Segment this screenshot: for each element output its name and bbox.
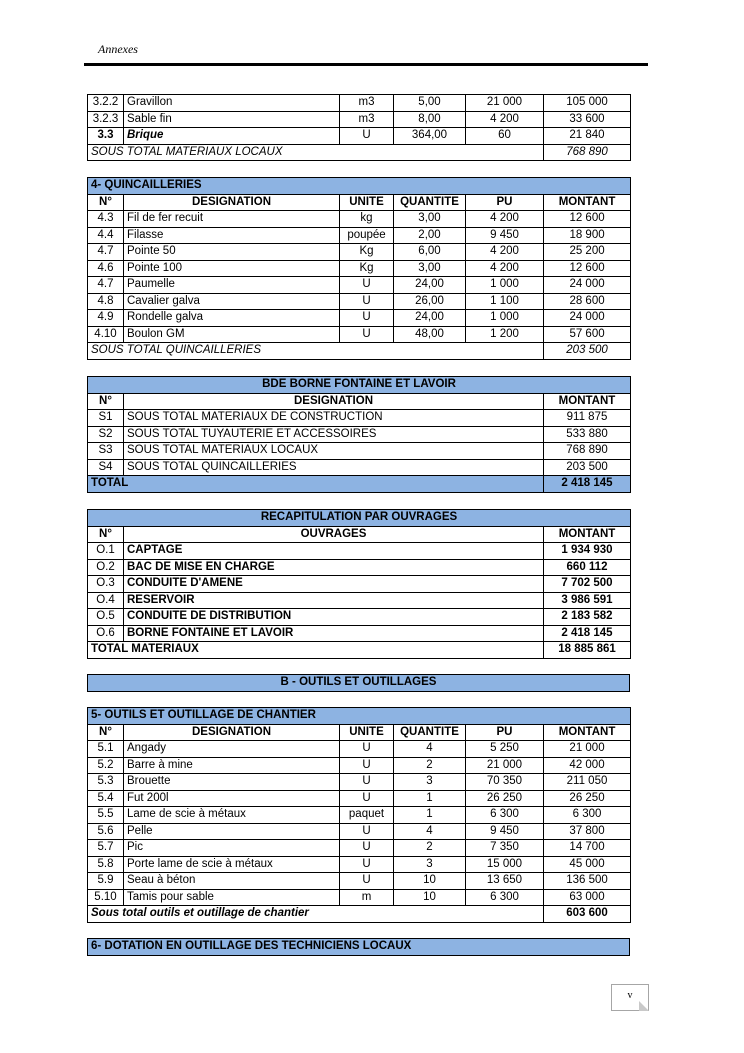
cell-designation: Boulon GM	[124, 326, 340, 343]
table-row	[88, 227, 631, 244]
cell-unit: m	[340, 889, 394, 906]
cell-unit-price: 21 000	[466, 95, 544, 112]
cell-designation: CONDUITE DE DISTRIBUTION	[124, 609, 544, 626]
outils-title: B - OUTILS ET OUTILLAGES	[88, 675, 630, 692]
cell-unit-price: 1 200	[466, 326, 544, 343]
cell-unit-price: 7 350	[466, 840, 544, 857]
column-header: DESIGNATION	[124, 393, 544, 410]
table-row	[88, 625, 631, 642]
cell-quantity: 3,00	[394, 260, 466, 277]
cell-amount: 7 702 500	[544, 576, 631, 593]
cell-amount: 25 200	[544, 244, 631, 261]
cell-quantity: 4	[394, 741, 466, 758]
cell-unit: Kg	[340, 260, 394, 277]
cell-unit: U	[340, 310, 394, 327]
cell-amount: 768 890	[544, 443, 631, 460]
cell-unit: poupée	[340, 227, 394, 244]
cell-unit: U	[340, 277, 394, 294]
cell-unit: paquet	[340, 807, 394, 824]
cell-number: 5.10	[88, 889, 124, 906]
cell-unit: m3	[340, 111, 394, 128]
cell-unit-price: 6 300	[466, 807, 544, 824]
section-title-row	[88, 510, 631, 527]
cell-number: 5.6	[88, 823, 124, 840]
cell-quantity: 3	[394, 774, 466, 791]
cell-number: 5.2	[88, 757, 124, 774]
column-header: QUANTITE	[394, 724, 466, 741]
cell-quantity: 26,00	[394, 293, 466, 310]
subtotal-value: 603 600	[544, 906, 631, 923]
column-header: OUVRAGES	[124, 526, 544, 543]
cell-unit-price: 15 000	[466, 856, 544, 873]
cell-number: S1	[88, 410, 124, 427]
cell-designation: CAPTAGE	[124, 543, 544, 560]
cell-unit: U	[340, 293, 394, 310]
subtotal-label: SOUS TOTAL MATERIAUX LOCAUX	[88, 144, 544, 161]
table-row	[88, 823, 631, 840]
cell-unit: U	[340, 790, 394, 807]
cell-number: O.6	[88, 625, 124, 642]
cell-amount: 57 600	[544, 326, 631, 343]
cell-designation: Fut 200l	[124, 790, 340, 807]
section-title: RECAPITULATION PAR OUVRAGES	[88, 510, 631, 527]
section-title-row	[88, 178, 631, 195]
cell-unit-price: 1 100	[466, 293, 544, 310]
cell-designation: Tamis pour sable	[124, 889, 340, 906]
cell-amount: 21 840	[544, 128, 631, 145]
cell-number: 3.2.2	[88, 95, 124, 112]
cell-unit: U	[340, 741, 394, 758]
column-header: MONTANT	[544, 194, 631, 211]
section-title: BDE BORNE FONTAINE ET LAVOIR	[88, 377, 631, 394]
cell-amount: 533 880	[544, 426, 631, 443]
cell-amount: 28 600	[544, 293, 631, 310]
cell-amount: 21 000	[544, 741, 631, 758]
table-row	[88, 757, 631, 774]
header-row	[88, 526, 631, 543]
cell-unit: U	[340, 856, 394, 873]
cell-unit-price: 5 250	[466, 741, 544, 758]
cell-designation: Sable fin	[124, 111, 340, 128]
cell-unit: U	[340, 128, 394, 145]
section-title: 4- QUINCAILLERIES	[88, 178, 631, 195]
column-header: N°	[88, 393, 124, 410]
cell-designation: BAC DE MISE EN CHARGE	[124, 559, 544, 576]
cell-designation: Lame de scie à métaux	[124, 807, 340, 824]
table-row	[88, 856, 631, 873]
cell-unit-price: 1 000	[466, 310, 544, 327]
table-row	[88, 260, 631, 277]
techniciens-section-title	[87, 938, 630, 956]
cell-number: 3.3	[88, 128, 124, 145]
table-row	[88, 426, 631, 443]
cell-designation: Cavalier galva	[124, 293, 340, 310]
table-row	[88, 128, 631, 145]
cell-amount: 105 000	[544, 95, 631, 112]
quincailleries-table	[87, 177, 631, 360]
column-header: PU	[466, 194, 544, 211]
cell-quantity: 24,00	[394, 310, 466, 327]
cell-amount: 911 875	[544, 410, 631, 427]
cell-quantity: 2	[394, 840, 466, 857]
cell-quantity: 5,00	[394, 95, 466, 112]
cell-amount: 136 500	[544, 873, 631, 890]
header-row	[88, 194, 631, 211]
cell-quantity: 3,00	[394, 211, 466, 228]
cell-unit: U	[340, 774, 394, 791]
cell-quantity: 10	[394, 889, 466, 906]
cell-designation: Angady	[124, 741, 340, 758]
cell-number: S3	[88, 443, 124, 460]
cell-unit-price: 1 000	[466, 277, 544, 294]
table-row	[88, 111, 631, 128]
column-header: MONTANT	[544, 724, 631, 741]
column-header: MONTANT	[544, 393, 631, 410]
cell-unit-price: 6 300	[466, 889, 544, 906]
cell-amount: 42 000	[544, 757, 631, 774]
cell-amount: 211 050	[544, 774, 631, 791]
total-value: 18 885 861	[544, 642, 631, 659]
subtotal-value: 768 890	[544, 144, 631, 161]
total-label: TOTAL	[88, 476, 544, 493]
cell-quantity: 8,00	[394, 111, 466, 128]
subtotal-row	[88, 343, 631, 360]
cell-designation: RESERVOIR	[124, 592, 544, 609]
bde-table	[87, 376, 631, 493]
table-row	[88, 277, 631, 294]
total-row	[88, 476, 631, 493]
techniciens-title: 6- DOTATION EN OUTILLAGE DES TECHNICIENS LOCAUX	[88, 939, 630, 956]
cell-number: O.2	[88, 559, 124, 576]
subtotal-row	[88, 906, 631, 923]
cell-designation: Brique	[124, 128, 340, 145]
cell-unit: kg	[340, 211, 394, 228]
table-row	[88, 211, 631, 228]
cell-number: S2	[88, 426, 124, 443]
cell-quantity: 10	[394, 873, 466, 890]
cell-unit-price: 4 200	[466, 244, 544, 261]
cell-designation: Barre à mine	[124, 757, 340, 774]
cell-unit-price: 60	[466, 128, 544, 145]
cell-amount: 63 000	[544, 889, 631, 906]
table-row	[88, 244, 631, 261]
cell-designation: Brouette	[124, 774, 340, 791]
table-row	[88, 95, 631, 112]
table-row	[88, 576, 631, 593]
cell-unit-price: 70 350	[466, 774, 544, 791]
cell-designation: SOUS TOTAL QUINCAILLERIES	[124, 459, 544, 476]
cell-number: 4.4	[88, 227, 124, 244]
cell-designation: SOUS TOTAL MATERIAUX LOCAUX	[124, 443, 544, 460]
cell-unit-price: 13 650	[466, 873, 544, 890]
cell-quantity: 6,00	[394, 244, 466, 261]
cell-quantity: 1	[394, 790, 466, 807]
cell-quantity: 3	[394, 856, 466, 873]
cell-designation: SOUS TOTAL MATERIAUX DE CONSTRUCTION	[124, 410, 544, 427]
section-title-row	[88, 708, 631, 725]
table-row	[88, 741, 631, 758]
cell-unit: U	[340, 840, 394, 857]
cell-amount: 1 934 930	[544, 543, 631, 560]
table-row	[88, 559, 631, 576]
cell-quantity: 4	[394, 823, 466, 840]
table-row	[88, 840, 631, 857]
table-row	[88, 790, 631, 807]
column-header: UNITE	[340, 724, 394, 741]
cell-unit-price: 9 450	[466, 227, 544, 244]
cell-designation: Pic	[124, 840, 340, 857]
cell-number: 5.4	[88, 790, 124, 807]
cell-amount: 26 250	[544, 790, 631, 807]
cell-amount: 33 600	[544, 111, 631, 128]
page-header: Annexes	[98, 42, 138, 56]
cell-amount: 37 800	[544, 823, 631, 840]
cell-amount: 14 700	[544, 840, 631, 857]
cell-amount: 12 600	[544, 260, 631, 277]
cell-unit-price: 9 450	[466, 823, 544, 840]
cell-number: 5.8	[88, 856, 124, 873]
column-header: N°	[88, 724, 124, 741]
cell-amount: 18 900	[544, 227, 631, 244]
cell-designation: Pointe 100	[124, 260, 340, 277]
cell-number: 5.7	[88, 840, 124, 857]
cell-quantity: 24,00	[394, 277, 466, 294]
cell-number: O.5	[88, 609, 124, 626]
cell-number: O.1	[88, 543, 124, 560]
recap-table	[87, 509, 631, 659]
cell-number: 4.7	[88, 244, 124, 261]
cell-unit: U	[340, 873, 394, 890]
cell-number: O.3	[88, 576, 124, 593]
chantier-table	[87, 707, 631, 923]
section-title-row	[88, 377, 631, 394]
cell-unit: U	[340, 326, 394, 343]
cell-amount: 24 000	[544, 277, 631, 294]
cell-quantity: 1	[394, 807, 466, 824]
cell-quantity: 2	[394, 757, 466, 774]
header-row	[88, 393, 631, 410]
cell-number: O.4	[88, 592, 124, 609]
cell-designation: Fil de fer recuit	[124, 211, 340, 228]
cell-number: 4.8	[88, 293, 124, 310]
cell-number: 4.10	[88, 326, 124, 343]
outils-section-title	[87, 674, 630, 692]
table-row	[88, 310, 631, 327]
cell-number: 5.5	[88, 807, 124, 824]
header-rule	[84, 63, 648, 66]
subtotal-row	[88, 144, 631, 161]
cell-unit: U	[340, 823, 394, 840]
cell-number: 5.3	[88, 774, 124, 791]
materiaux-locaux-table	[87, 94, 631, 161]
cell-unit-price: 26 250	[466, 790, 544, 807]
subtotal-label: SOUS TOTAL QUINCAILLERIES	[88, 343, 544, 360]
total-row	[88, 642, 631, 659]
column-header: UNITE	[340, 194, 394, 211]
cell-amount: 3 986 591	[544, 592, 631, 609]
cell-designation: Gravillon	[124, 95, 340, 112]
subtotal-label: Sous total outils et outillage de chantier	[88, 906, 544, 923]
cell-unit: Kg	[340, 244, 394, 261]
table-row	[88, 889, 631, 906]
cell-unit-price: 4 200	[466, 111, 544, 128]
table-row	[88, 609, 631, 626]
cell-amount: 45 000	[544, 856, 631, 873]
cell-number: 4.6	[88, 260, 124, 277]
cell-quantity: 2,00	[394, 227, 466, 244]
column-header: QUANTITE	[394, 194, 466, 211]
table-row	[88, 443, 631, 460]
table-row	[88, 592, 631, 609]
header-row	[88, 724, 631, 741]
table-row	[88, 774, 631, 791]
cell-amount: 2 418 145	[544, 625, 631, 642]
table-row	[88, 873, 631, 890]
page-number: v	[627, 990, 633, 1001]
cell-amount: 6 300	[544, 807, 631, 824]
cell-number: 3.2.3	[88, 111, 124, 128]
cell-amount: 24 000	[544, 310, 631, 327]
cell-unit: m3	[340, 95, 394, 112]
cell-amount: 660 112	[544, 559, 631, 576]
total-value: 2 418 145	[544, 476, 631, 493]
cell-amount: 2 183 582	[544, 609, 631, 626]
cell-unit-price: 4 200	[466, 211, 544, 228]
cell-number: 5.9	[88, 873, 124, 890]
cell-unit-price: 21 000	[466, 757, 544, 774]
table-row	[88, 293, 631, 310]
cell-amount: 203 500	[544, 459, 631, 476]
cell-designation: SOUS TOTAL TUYAUTERIE ET ACCESSOIRES	[124, 426, 544, 443]
cell-designation: Rondelle galva	[124, 310, 340, 327]
column-header: N°	[88, 194, 124, 211]
cell-quantity: 48,00	[394, 326, 466, 343]
cell-unit: U	[340, 757, 394, 774]
total-label: TOTAL MATERIAUX	[88, 642, 544, 659]
table-row	[88, 543, 631, 560]
cell-designation: Seau à béton	[124, 873, 340, 890]
cell-designation: CONDUITE D'AMENE	[124, 576, 544, 593]
cell-number: 5.1	[88, 741, 124, 758]
column-header: MONTANT	[544, 526, 631, 543]
cell-number: 4.7	[88, 277, 124, 294]
page-fold-icon	[639, 1001, 649, 1011]
table-row	[88, 459, 631, 476]
column-header: N°	[88, 526, 124, 543]
cell-number: S4	[88, 459, 124, 476]
cell-amount: 12 600	[544, 211, 631, 228]
cell-designation: Pelle	[124, 823, 340, 840]
cell-quantity: 364,00	[394, 128, 466, 145]
column-header: DESIGNATION	[124, 194, 340, 211]
table-row	[88, 410, 631, 427]
table-row	[88, 807, 631, 824]
cell-designation: BORNE FONTAINE ET LAVOIR	[124, 625, 544, 642]
column-header: DESIGNATION	[124, 724, 340, 741]
cell-designation: Filasse	[124, 227, 340, 244]
table-row	[88, 326, 631, 343]
cell-number: 4.3	[88, 211, 124, 228]
cell-unit-price: 4 200	[466, 260, 544, 277]
cell-designation: Porte lame de scie à métaux	[124, 856, 340, 873]
cell-number: 4.9	[88, 310, 124, 327]
section-title: 5- OUTILS ET OUTILLAGE DE CHANTIER	[88, 708, 631, 725]
cell-designation: Paumelle	[124, 277, 340, 294]
subtotal-value: 203 500	[544, 343, 631, 360]
column-header: PU	[466, 724, 544, 741]
page-number-box	[611, 984, 649, 1011]
cell-designation: Pointe 50	[124, 244, 340, 261]
